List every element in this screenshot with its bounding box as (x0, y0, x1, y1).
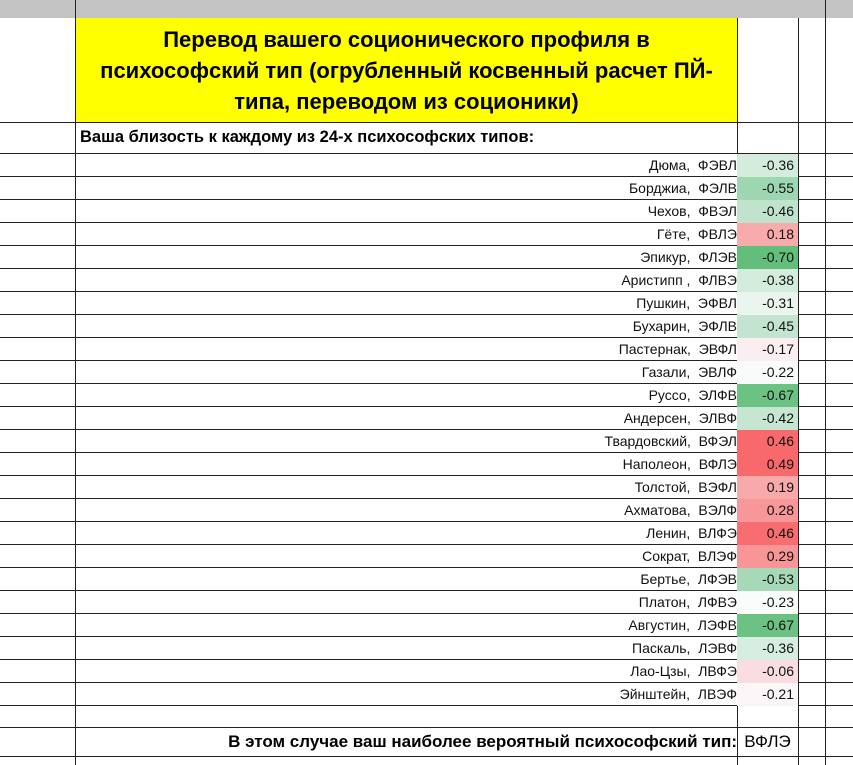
list-item (0, 269, 853, 292)
closeness-value[interactable]: 0.46 (737, 522, 798, 545)
closeness-value[interactable]: -0.55 (737, 177, 798, 200)
list-item (0, 407, 853, 430)
type-label: Лао-Цзы, ЛВФЭ (630, 663, 737, 679)
closeness-value[interactable]: -0.38 (737, 269, 798, 292)
list-item (0, 637, 853, 660)
closeness-value[interactable]: -0.17 (737, 338, 798, 361)
type-label: Ахматова, ВЭЛФ (624, 502, 737, 518)
list-item (0, 292, 853, 315)
closeness-value[interactable]: -0.31 (737, 292, 798, 315)
type-label: Наполеон, ВФЛЭ (622, 456, 737, 472)
list-item (0, 453, 853, 476)
list-item (0, 315, 853, 338)
list-item (0, 430, 853, 453)
list-item (0, 522, 853, 545)
closeness-value[interactable]: -0.45 (737, 315, 798, 338)
closeness-value[interactable]: -0.42 (737, 407, 798, 430)
type-label: Эпикур, ФЛЭВ (640, 249, 737, 265)
type-label: Паскаль, ЛЭВФ (632, 640, 737, 656)
closeness-value[interactable]: 0.29 (737, 545, 798, 568)
grid-row-line (0, 122, 853, 123)
type-label: Бухарин, ЭФЛВ (632, 318, 737, 334)
type-label: Платон, ЛФВЭ (638, 594, 737, 610)
list-item (0, 545, 853, 568)
type-label: Бертье, ЛФЭВ (640, 571, 737, 587)
list-item (0, 499, 853, 522)
closeness-value[interactable]: -0.22 (737, 361, 798, 384)
type-label: Андерсен, ЭЛВФ (623, 410, 737, 426)
list-item (0, 614, 853, 637)
type-label: Августин, ЛЭФВ (628, 617, 737, 633)
type-label: Дюма, ФЭВЛ (649, 157, 737, 173)
header-label: Ваша близость к каждому из 24-х психософских типов: (80, 128, 535, 146)
closeness-value[interactable]: -0.06 (737, 660, 798, 683)
closeness-value[interactable]: -0.67 (737, 384, 798, 407)
type-label: Пушкин, ЭФВЛ (636, 295, 737, 311)
type-label: Эйнштейн, ЛВЭФ (619, 686, 737, 702)
sheet-top-bar (0, 0, 853, 18)
closeness-value[interactable]: -0.21 (737, 683, 798, 706)
grid-row-line (0, 756, 853, 757)
list-item (0, 660, 853, 683)
closeness-value[interactable]: -0.53 (737, 568, 798, 591)
type-label: Твардовский, ВФЭЛ (604, 433, 737, 449)
list-item (0, 683, 853, 706)
list-item (0, 591, 853, 614)
closeness-value[interactable]: -0.23 (737, 591, 798, 614)
list-item (0, 338, 853, 361)
result-label: В этом случае ваш наиболее вероятный психософский тип: (228, 732, 737, 751)
list-item (0, 154, 853, 177)
type-label: Толстой, ВЭФЛ (634, 479, 737, 495)
type-label: Ленин, ВЛФЭ (646, 525, 737, 541)
list-item (0, 223, 853, 246)
type-label: Газали, ЭВЛФ (641, 364, 737, 380)
list-item (0, 476, 853, 499)
closeness-value[interactable]: -0.36 (737, 637, 798, 660)
closeness-value[interactable]: 0.18 (737, 223, 798, 246)
type-label: Пастернак, ЭВФЛ (618, 341, 737, 357)
list-item (0, 200, 853, 223)
type-label: Руссо, ЭЛФВ (648, 387, 737, 403)
list-item (0, 384, 853, 407)
list-item (0, 361, 853, 384)
type-label: Гёте, ФВЛЭ (656, 226, 737, 242)
closeness-value[interactable]: -0.70 (737, 246, 798, 269)
type-label: Борджиа, ФЭЛВ (628, 180, 737, 196)
type-label: Сократ, ВЛЭФ (642, 548, 737, 564)
closeness-value[interactable]: -0.46 (737, 200, 798, 223)
closeness-value[interactable]: 0.19 (737, 476, 798, 499)
closeness-value[interactable]: -0.67 (737, 614, 798, 637)
type-label: Чехов, ФВЭЛ (647, 203, 737, 219)
closeness-value[interactable]: 0.46 (737, 430, 798, 453)
list-item (0, 246, 853, 269)
list-item (0, 568, 853, 591)
closeness-value[interactable]: 0.28 (737, 499, 798, 522)
page-title: Перевод вашего соционического профиля в психософский тип (огрубленный косвенный расчет ПЙ-типа, переводом из соционики) (76, 18, 737, 122)
result-value[interactable]: ВФЛЭ (744, 732, 791, 751)
closeness-value[interactable]: 0.49 (737, 453, 798, 476)
type-label: Аристипп , ФЛВЭ (621, 272, 737, 288)
closeness-value[interactable]: -0.36 (737, 154, 798, 177)
list-item (0, 177, 853, 200)
